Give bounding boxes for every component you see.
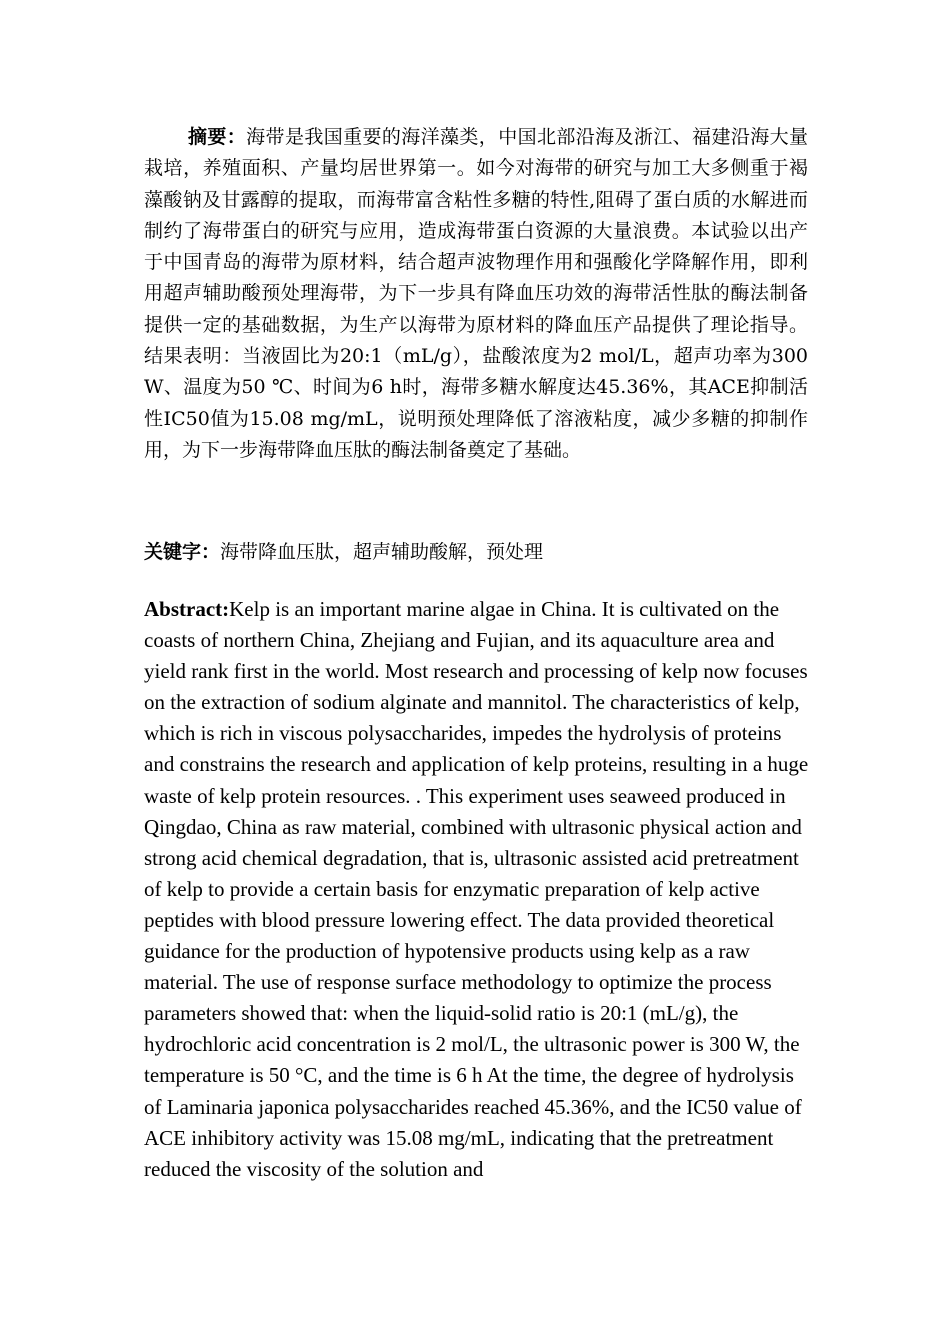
english-abstract bbox=[144, 594, 816, 1185]
english-abstract-text: Kelp is an important marine algae in China. It is cultivated on the coasts of northern China, Zhejiang and Fujian, and its aquaculture area and yield rank first in the world. Most research and processing of kelp now focuses on the extraction of sodium alginate and mannitol. The characteristics of kelp, which is rich in viscous polysaccharides, impedes the hydrolysis of proteins and constrains the research and application of kelp proteins, resulting in a huge waste of kelp protein resources. . This experiment uses seaweed produced in Qingdao, China as raw material, combined with ultrasonic physical action and strong acid chemical degradation, that is, ultrasonic assisted acid pretreatment of kelp to provide a certain basis for enzymatic preparation of kelp active peptides with blood pressure lowering effect. The data provided theoretical guidance for the production of hypotensive products using kelp as a raw material. The use of response surface methodology to optimize the process parameters showed that: when the liquid-solid ratio is 20:1 (mL/g), the hydrochloric acid concentration is 2 mol/L, the ultrasonic power is 300 W, the temperature is 50 °C, and the time is 6 h At the time, the degree of hydrolysis of Laminaria japonica polysaccharides reached 45.36%, and the IC50 value of ACE inhibitory activity was 15.08 mg/mL, indicating that the pretreatment reduced the viscosity of the solution and bbox=[144, 597, 809, 1181]
chinese-keywords bbox=[144, 537, 808, 568]
english-abstract-label: Abstract: bbox=[144, 597, 230, 621]
chinese-keywords-text: 海带降血压肽，超声辅助酸解，预处理 bbox=[220, 541, 544, 563]
chinese-abstract bbox=[144, 122, 808, 466]
chinese-abstract-label: 摘要： bbox=[188, 126, 247, 148]
chinese-keywords-label: 关键字： bbox=[144, 541, 221, 563]
chinese-abstract-text: 海带是我国重要的海洋藻类，中国北部沿海及浙江、福建沿海大量栽培，养殖面积、产量均居世界第一。如今对海带的研究与加工大多侧重于褐藻酸钠及甘露醇的提取，而海带富含粘性多糖的特性,阻碍了蛋白质的水解进而制约了海带蛋白的研究与应用，造成海带蛋白资源的大量浪费。本试验以出产于中国青岛的海带为原材料，结合超声波物理作用和强酸化学降解作用，即利用超声辅助酸预处理海带，为下一步具有降血压功效的海带活性肽的酶法制备提供一定的基础数据，为生产以海带为原材料的降血压产品提供了理论指导。结果表明：当液固比为20:1（mL/g），盐酸浓度为2 mol/L，超声功率为300 W、温度为50 ℃、时间为6 h时，海带多糖水解度达45.36%，其ACE抑制活性IC50值为15.08 mg/mL，说明预处理降低了溶液粘度，减少多糖的抑制作用，为下一步海带降血压肽的酶法制备奠定了基础。 bbox=[144, 126, 808, 461]
